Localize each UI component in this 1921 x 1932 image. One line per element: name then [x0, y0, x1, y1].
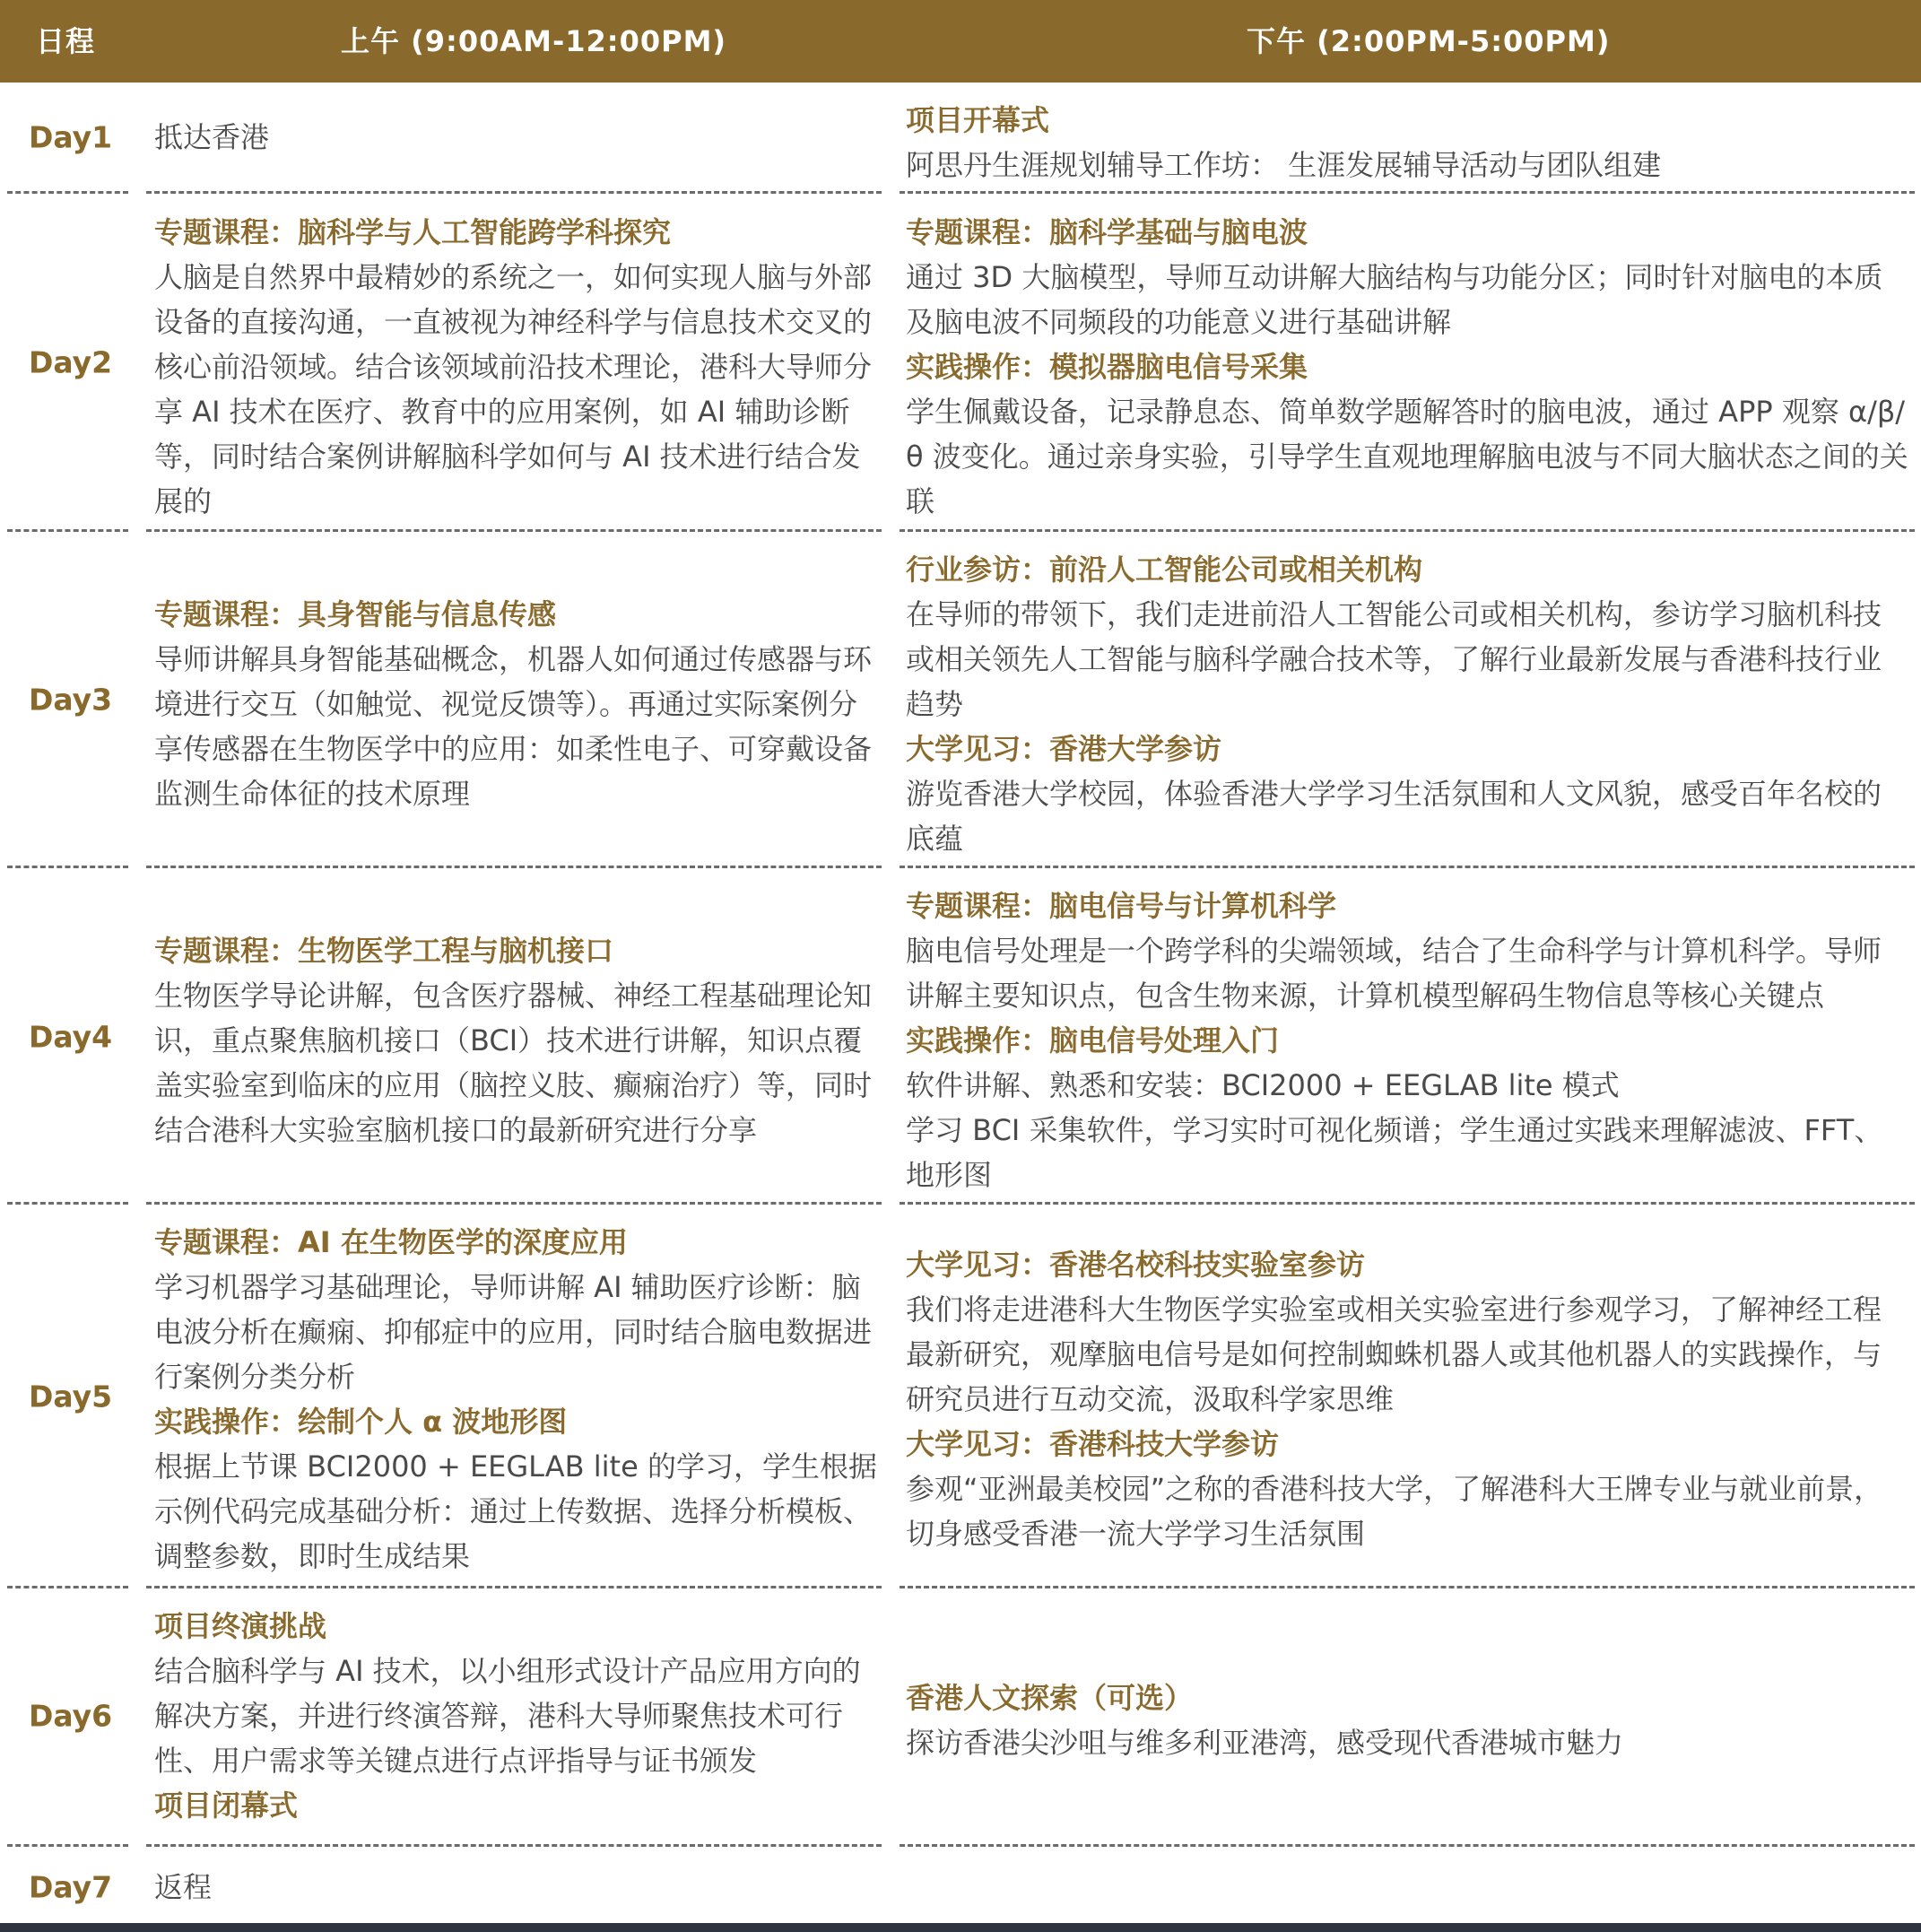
afternoon-text: 学习 BCI 采集软件，学习实时可视化频谱；学生通过实践来理解滤波、FFT、地形图 [906, 1113, 1883, 1192]
afternoon-text: 软件讲解、熟悉和安装：BCI2000 + EEGLAB lite 模式 [906, 1068, 1620, 1102]
afternoon-text: 阿思丹生涯规划辅导工作坊： 生涯发展辅导活动与团队组建 [906, 148, 1662, 182]
morning-cell [154, 1220, 879, 1579]
bottom-bar [0, 1923, 1921, 1932]
afternoon-title: 大学见习：香港科技大学参访 [906, 1427, 1280, 1461]
afternoon-text: 我们将走进港科大生物医学实验室或相关实验室进行参观学习，了解神经工程最新研究，观摩脑电信号是如何控制蜘蛛机器人或其他机器人的实践操作，与研究员进行互动交流，汲取科学家思维 [906, 1292, 1882, 1416]
afternoon-text: 游览香港大学校园，体验香港大学学习生活氛围和人文风貌，感受百年名校的底蕴 [906, 777, 1882, 856]
day-label: Day5 [29, 1379, 113, 1414]
morning-title: 专题课程：AI 在生物医学的深度应用 [154, 1225, 628, 1259]
day-label: Day1 [29, 119, 113, 155]
day-label: Day4 [29, 1019, 113, 1055]
afternoon-title: 大学见习：香港名校科技实验室参访 [906, 1248, 1366, 1282]
afternoon-text: 脑电信号处理是一个跨学科的尖端领域，结合了生命科学与计算机科学。导师讲解主要知识点，包含生物来源，计算机模型解码生物信息等核心关键点 [906, 934, 1882, 1013]
morning-text: 学习机器学习基础理论，导师讲解 AI 辅助医疗诊断：脑电波分析在癫痫、抑郁症中的应用，同时结合脑电数据进行案例分类分析 [154, 1270, 873, 1394]
morning-title: 项目闭幕式 [154, 1788, 299, 1823]
morning-title: 专题课程：脑科学与人工智能跨学科探究 [154, 215, 672, 249]
afternoon-title: 项目开幕式 [906, 103, 1050, 137]
morning-text: 人脑是自然界中最精妙的系统之一，如何实现人脑与外部设备的直接沟通，一直被视为神经科学与信息技术交叉的核心前沿领域。结合该领域前沿技术理论，港科大导师分享 AI 技术在医疗、教育中的应用案例，如 AI 辅助诊断等，同时结合案例讲解脑科学如何与 AI 技术进行结合发展的 [154, 260, 873, 518]
morning-title: 专题课程：生物医学工程与脑机接口 [154, 934, 614, 968]
morning-text: 抵达香港 [154, 120, 270, 154]
morning-cell [154, 592, 879, 816]
morning-text: 返程 [154, 1870, 213, 1904]
morning-cell [154, 1604, 879, 1828]
morning-cell [154, 928, 879, 1153]
afternoon-cell [906, 98, 1908, 187]
afternoon-title: 实践操作：模拟器脑电信号采集 [906, 350, 1308, 384]
day-label: Day3 [29, 682, 113, 718]
afternoon-title: 行业参访：前沿人工智能公司或相关机构 [906, 553, 1423, 587]
morning-cell [154, 210, 879, 524]
morning-text: 导师讲解具身智能基础概念，机器人如何通过传感器与环境进行交互（如触觉、视觉反馈等）。再通过实际案例分享传感器在生物医学中的应用：如柔性电子、可穿戴设备监测生命体征的技术原理 [154, 642, 873, 811]
morning-text: 生物医学导论讲解，包含医疗器械、神经工程基础理论知识，重点聚焦脑机接口（BCI）技术进行讲解，知识点覆盖实验室到临床的应用（脑控义肢、癫痫治疗）等，同时结合港科大实验室脑机接口的最新研究进行分享 [154, 979, 873, 1147]
afternoon-cell [906, 883, 1908, 1197]
morning-title: 项目终演挑战 [154, 1609, 327, 1643]
afternoon-text: 探访香港尖沙咀与维多利亚港湾，感受现代香港城市魅力 [906, 1726, 1624, 1760]
header-morning-column: 上午 (9:00AM-12:00PM) [341, 24, 727, 58]
morning-text: 根据上节课 BCI2000 + EEGLAB lite 的学习，学生根据示例代码完成基础分析：通过上传数据、选择分析模板、调整参数，即时生成结果 [154, 1449, 877, 1573]
header-afternoon-column: 下午 (2:00PM-5:00PM) [1247, 24, 1611, 58]
afternoon-title: 专题课程：脑科学基础与脑电波 [906, 215, 1308, 249]
header-day-column: 日程 [36, 24, 96, 58]
afternoon-text: 参观“亚洲最美校园”之称的香港科技大学，了解港科大王牌专业与就业前景，切身感受香港一流大学学习生活氛围 [906, 1472, 1883, 1551]
table-header [0, 0, 1921, 83]
day-label: Day2 [29, 344, 113, 380]
afternoon-title: 大学见习：香港大学参访 [906, 732, 1222, 766]
morning-cell [154, 115, 879, 160]
morning-text: 结合脑科学与 AI 技术，以小组形式设计产品应用方向的解决方案，并进行终演答辩，港科大导师聚焦技术可行性、用户需求等关键点进行点评指导与证书颁发 [154, 1654, 861, 1778]
afternoon-cell [906, 1242, 1908, 1556]
day-label: Day6 [29, 1698, 113, 1734]
morning-title: 实践操作：绘制个人 α 波地形图 [154, 1405, 568, 1439]
afternoon-cell [906, 547, 1908, 861]
afternoon-cell [906, 1675, 1908, 1765]
afternoon-cell [906, 210, 1908, 524]
day-label: Day7 [29, 1869, 113, 1905]
afternoon-title: 专题课程：脑电信号与计算机科学 [906, 889, 1337, 923]
afternoon-text: 学生佩戴设备，记录静息态、简单数学题解答时的脑电波，通过 APP 观察 α/β/θ 波变化。通过亲身实验，引导学生直观地理解脑电波与不同大脑状态之间的关联 [906, 395, 1908, 518]
morning-title: 专题课程：具身智能与信息传感 [154, 597, 557, 631]
afternoon-text: 在导师的带领下，我们走进前沿人工智能公司或相关机构，参访学习脑机科技或相关领先人工智能与脑科学融合技术等，了解行业最新发展与香港科技行业趋势 [906, 597, 1882, 721]
afternoon-text: 通过 3D 大脑模型，导师互动讲解大脑结构与功能分区；同时针对脑电的本质及脑电波不同频段的功能意义进行基础讲解 [906, 260, 1883, 339]
morning-cell [154, 1865, 879, 1910]
afternoon-title: 香港人文探索（可选） [906, 1681, 1194, 1715]
afternoon-title: 实践操作：脑电信号处理入门 [906, 1023, 1280, 1057]
